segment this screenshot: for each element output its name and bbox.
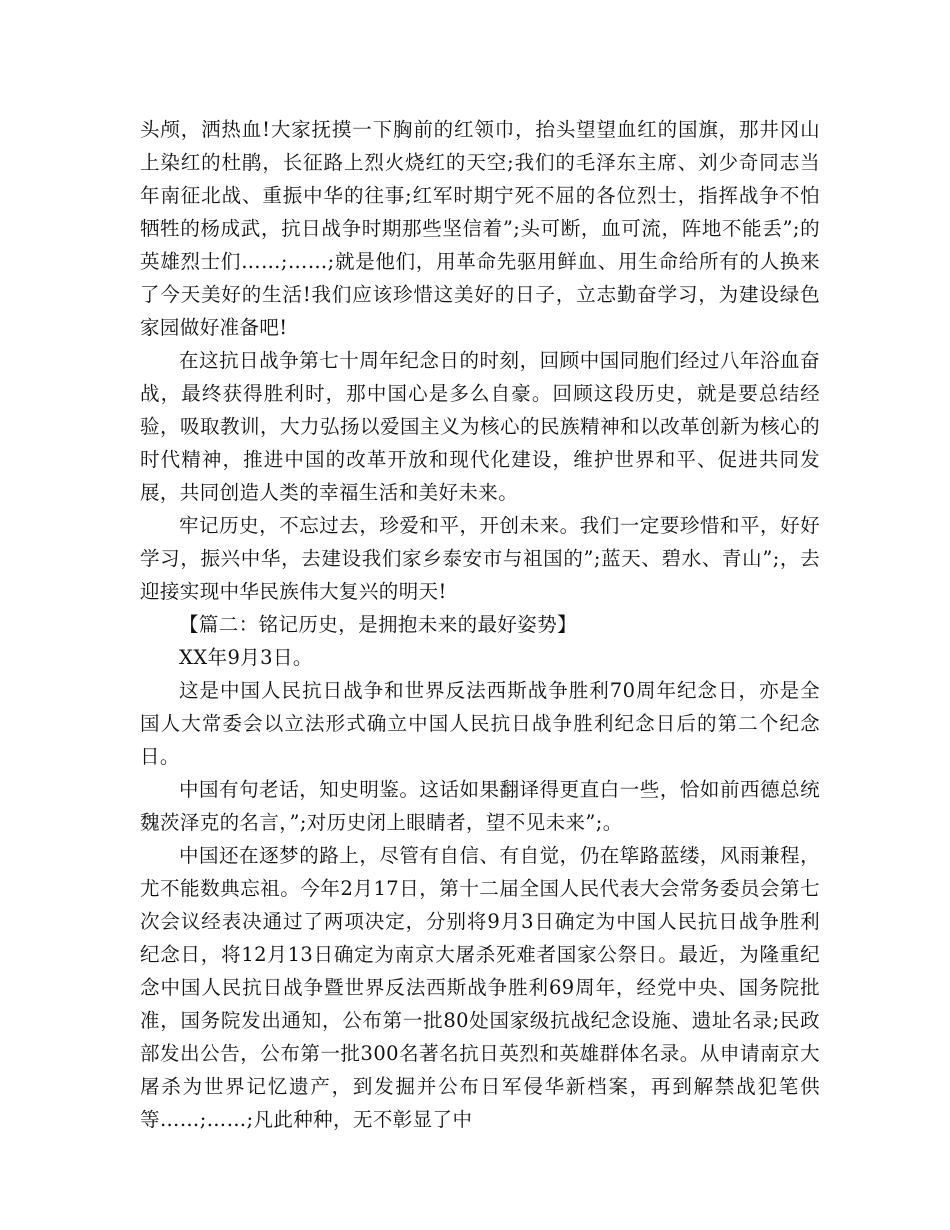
document-body: [140, 113, 820, 1136]
paragraph-5: 这是中国人民抗日战争和世界反法西斯战争胜利70周年纪念日，亦是全国人大常委会以立法形式确立中国人民抗日战争胜利纪念日后的第二个纪念日。: [140, 679, 820, 768]
paragraph-1: 头颅，洒热血!大家抚摸一下胸前的红领巾，抬头望望血红的国旗，那井冈山上染红的杜鹃，长征路上烈火烧红的天空;我们的毛泽东主席、刘少奇同志当年南征北战、重振中华的往事;红军时期宁死不屈的各位烈士，指挥战争不怕牺牲的杨成武，抗日战争时期那些坚信着”;头可断，血可流，阵地不能丢”;的英雄烈士们……;……;就是他们，用革命先驱用鲜血、用生命给所有的人换来了今天美好的生活!我们应该珍惜这美好的日子，立志勤奋学习，为建设绿色家园做好准备吧!: [140, 118, 820, 339]
paragraph-3: 牢记历史，不忘过去，珍爱和平，开创未来。我们一定要珍惜和平，好好学习，振兴中华，去建设我们家乡泰安市与祖国的”;蓝天、碧水、青山”;，去迎接实现中华民族伟大复兴的明天!: [140, 514, 820, 603]
section-heading: 【篇二：铭记历史，是拥抱未来的最好姿势】: [179, 613, 578, 636]
paragraph-2: 在这抗日战争第七十周年纪念日的时刻，回顾中国同胞们经过八年浴血奋战，最终获得胜利时，那中国心是多么自豪。回顾这段历史，就是要总结经验，吸取教训，大力弘扬以爱国主义为核心的民族精神和以改革创新为核心的时代精神，推进中国的改革开放和现代化建设，维护世界和平、促进共同发展，共同创造人类的幸福生活和美好未来。: [140, 349, 820, 504]
paragraph-6: 中国有句老话，知史明鉴。这话如果翻译得更直白一些，恰如前西德总统魏茨泽克的名言，”;对历史闭上眼睛者，望不见未来”;。: [140, 778, 820, 834]
date-line: XX年9月3日。: [179, 646, 313, 669]
paragraph-7: 中国还在逐梦的路上，尽管有自信、有自觉，仍在筚路蓝缕，风雨兼程，尤不能数典忘祖。今年2月17日，第十二届全国人民代表大会常务委员会第七次会议经表决通过了两项决定，分别将9月3日确定为中国人民抗日战争胜利纪念日，将12月13日确定为南京大屠杀死难者国家公祭日。最近，为隆重纪念中国人民抗日战争暨世界反法西斯战争胜利69周年，经党中央、国务院批准，国务院发出通知，公布第一批80处国家级抗战纪念设施、遗址名录;民政部发出公告，公布第一批300名著名抗日英烈和英雄群体名录。从申请南京大屠杀为世界记忆遗产，到发掘并公布日军侵华新档案，再到解禁战犯笔供等……;……;凡此种种，无不彰显了中: [140, 844, 820, 1131]
